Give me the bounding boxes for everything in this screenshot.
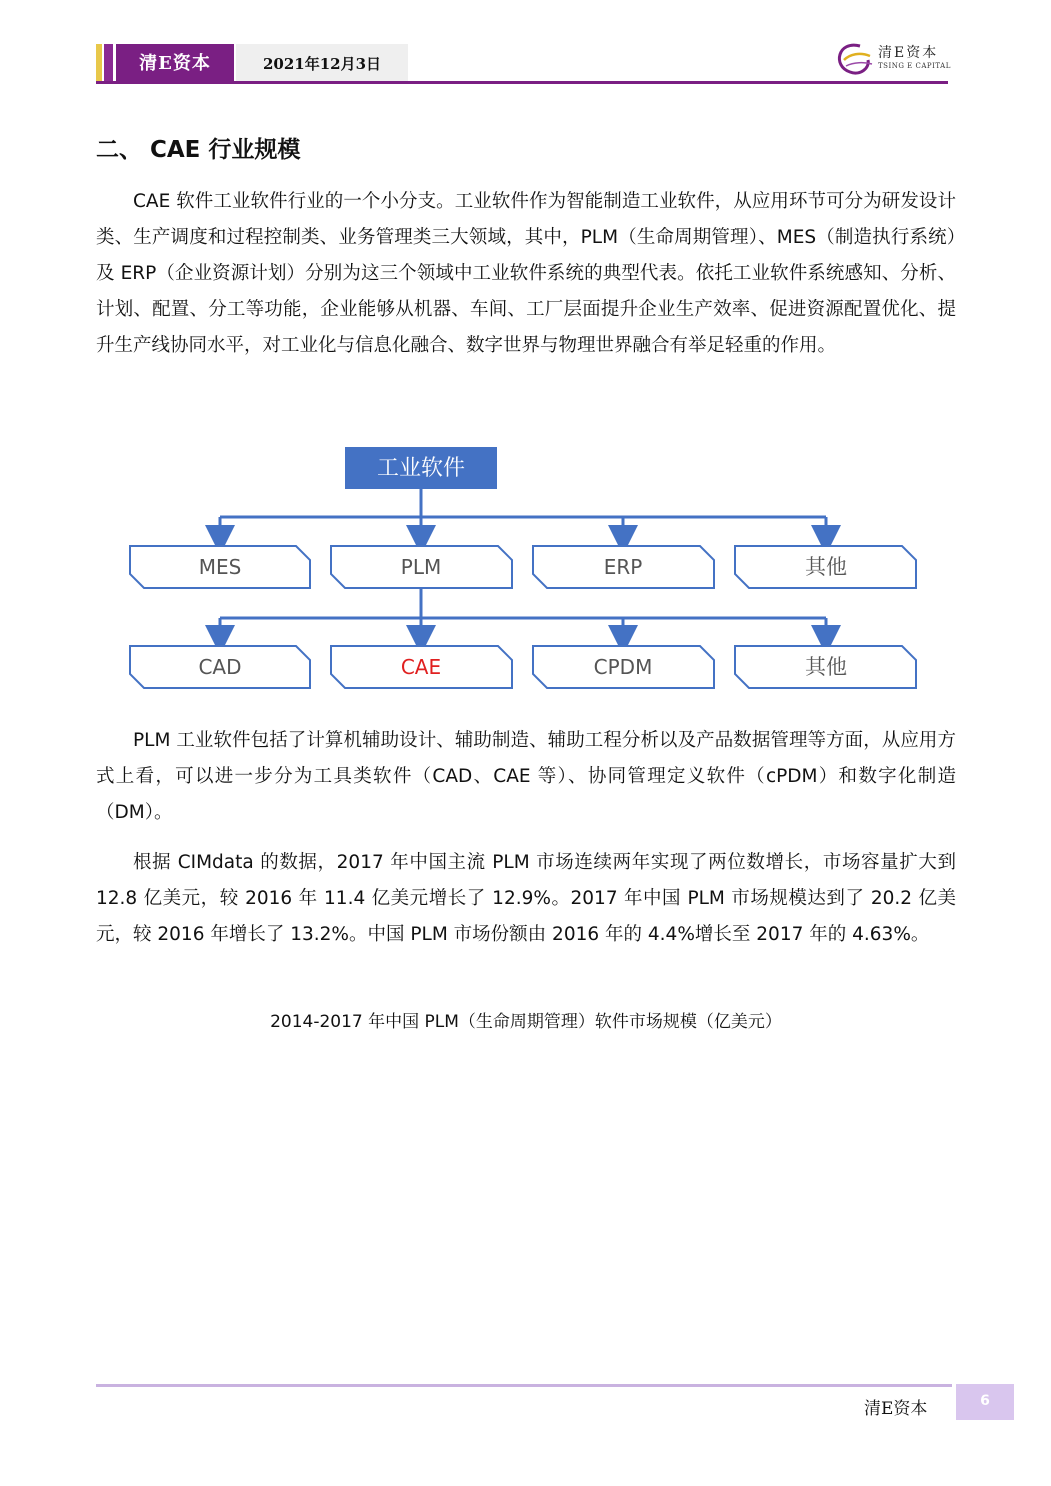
diagram-label-cpdm: CPDM [593,655,653,679]
header-brand: 清E资本 [116,44,234,84]
paragraph-intro: CAE 软件工业软件行业的一个小分支。工业软件作为智能制造工业软件，从应用环节可分为研发设计类、生产调度和过程控制类、业务管理类三大领域，其中，PLM（生命周期管理）、MES（制造执行系统）及 ERP（企业资源计划）分别为这三个领域中工业软件系统的典型代表。依托工业软件系统感知、分析、计划、配置、分工等功能，企业能够从机器、车间、工厂层面提升企业生产效率、促进资源配置优化、提升生产线协同水平，对工业化与信息化融合、数字世界与物理世界融合有举足轻重的作用。 [96,191,956,356]
diagram-label-mes: MES [198,555,242,579]
diagram-label-other2: 其他 [805,655,847,679]
diagram-label-cae: CAE [400,655,442,679]
diagram-label-cad: CAD [198,655,242,679]
diagram-connectors-level1 [220,489,826,540]
paragraph-market: 根据 CIMdata 的数据，2017 年中国主流 PLM 市场连续两年实现了两位数增长，市场容量扩大到 12.8 亿美元，较 2016 年 11.4 亿美元增长了 12.9%。2017 年中国 PLM 市场规模达到了 20.2 亿美元，较 2016 年增长了 13.2%。中国 PLM 市场份额由 2016 年的 4.4%增长至 2017 年的 4.63%。 [96,852,956,945]
header-accent-purple [104,44,113,84]
paragraph-plm: PLM 工业软件包括了计算机辅助设计、辅助制造、辅助工程分析以及产品数据管理等方面，从应用方式上看，可以进一步分为工具类软件（CAD、CAE 等）、协同管理定义软件（cPDM）和数字化制造（DM）。 [96,730,956,823]
logo-subtext: TSING E CAPITAL [878,62,951,70]
industrial-software-tree-diagram [120,438,930,700]
diagram-label-plm: PLM [400,555,442,579]
section-heading: 二、 CAE 行业规模 [96,137,301,163]
header-divider [96,81,948,84]
footer-divider [96,1384,952,1387]
diagram-level1-boxes [130,546,916,588]
chart-caption: 2014-2017 年中国 PLM（生命周期管理）软件市场规模（亿美元） [270,1012,782,1032]
logo-text: 清E资本 [878,45,939,61]
page-number: 6 [956,1384,1014,1420]
header-accent-yellow [96,44,102,84]
diagram-connectors-level2 [220,588,826,640]
diagram-level2-boxes [130,646,916,688]
header-date: 2021年12月3日 [236,44,408,84]
diagram-root-label: 工业软件 [376,456,466,481]
diagram-label-erp: ERP [603,555,643,579]
footer-brand: 清E资本 [864,1399,928,1419]
diagram-label-other1: 其他 [805,555,847,579]
